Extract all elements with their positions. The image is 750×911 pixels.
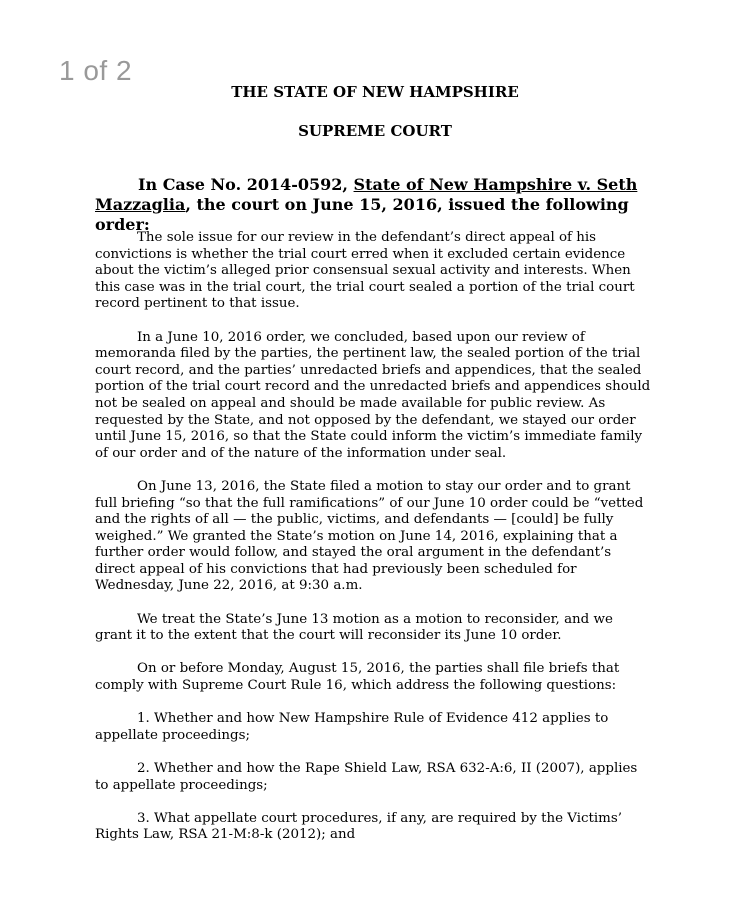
question-item: 2. Whether and how the Rape Shield Law, RSA 632-A:6, II (2007), applies to appellate proceedings; [95, 761, 638, 793]
court-heading: SUPREME COURT [298, 122, 452, 140]
caption-suffix: , the court on June 15, 2016, issued the following order: [95, 195, 629, 234]
state-heading: THE STATE OF NEW HAMPSHIRE [231, 83, 519, 101]
case-name: State of New Hampshire v. Seth Mazzaglia [95, 175, 638, 214]
paragraph-reconsider: We treat the State’s June 13 motion as a motion to reconsider, and we grant it to the extent that the court will reconsider its June 10 order. [95, 611, 613, 644]
caption-prefix: In Case No. 2014-0592, [138, 175, 354, 194]
page-indicator: 1 of 2 [59, 55, 133, 86]
question-item: 3. What appellate court procedures, if any, are required by the Victims’ Rights Law, RSA 21-M:8-k (2012); and [95, 810, 623, 843]
paragraph-june-10-order: In a June 10, 2016 order, we concluded, based upon our review of memoranda filed by the parties, the pertinent law, the sealed portion of the trial court record, and the parties’ unredacted briefs and appendices, that the sealed portion of the trial court record and the unredacted briefs and appendices should not be sealed on appeal and should be made available for public review. As requested by the State, and not opposed by the defendant, we stayed our order until June 15, 2016, so that the State could inform the victim’s immediate family of our order and of the nature of the information under seal. [95, 329, 651, 461]
paragraph-sole-issue: The sole issue for our review in the defendant’s direct appeal of his convictions is whether the trial court erred when it excluded certain evidence about the victim’s alleged prior consensual sexual activity and interests. When this case was in the trial court, the trial court sealed a portion of the trial court record pertinent to that issue. [95, 230, 635, 312]
case-caption [95, 175, 675, 235]
question-item: 1. Whether and how New Hampshire Rule of Evidence 412 applies to appellate proceedings; [95, 711, 609, 743]
order-body [95, 230, 651, 861]
paragraph-motion-to-stay: On June 13, 2016, the State filed a motion to stay our order and to grant full briefing “so that the full ramifications” of our June 10 order could be “vetted and the rights of all — the public, victims, and defendants — [could] be fully weighed.” We granted the State’s motion on June 14, 2016, explaining that a further order would follow, and stayed the oral argument in the defendant’s direct appeal of his convictions that had previously been scheduled for Wednesday, June 22, 2016, at 9:30 a.m. [95, 478, 644, 594]
paragraph-briefing-deadline: On or before Monday, August 15, 2016, the parties shall file briefs that comply with Supreme Court Rule 16, which address the following questions: [95, 661, 620, 694]
